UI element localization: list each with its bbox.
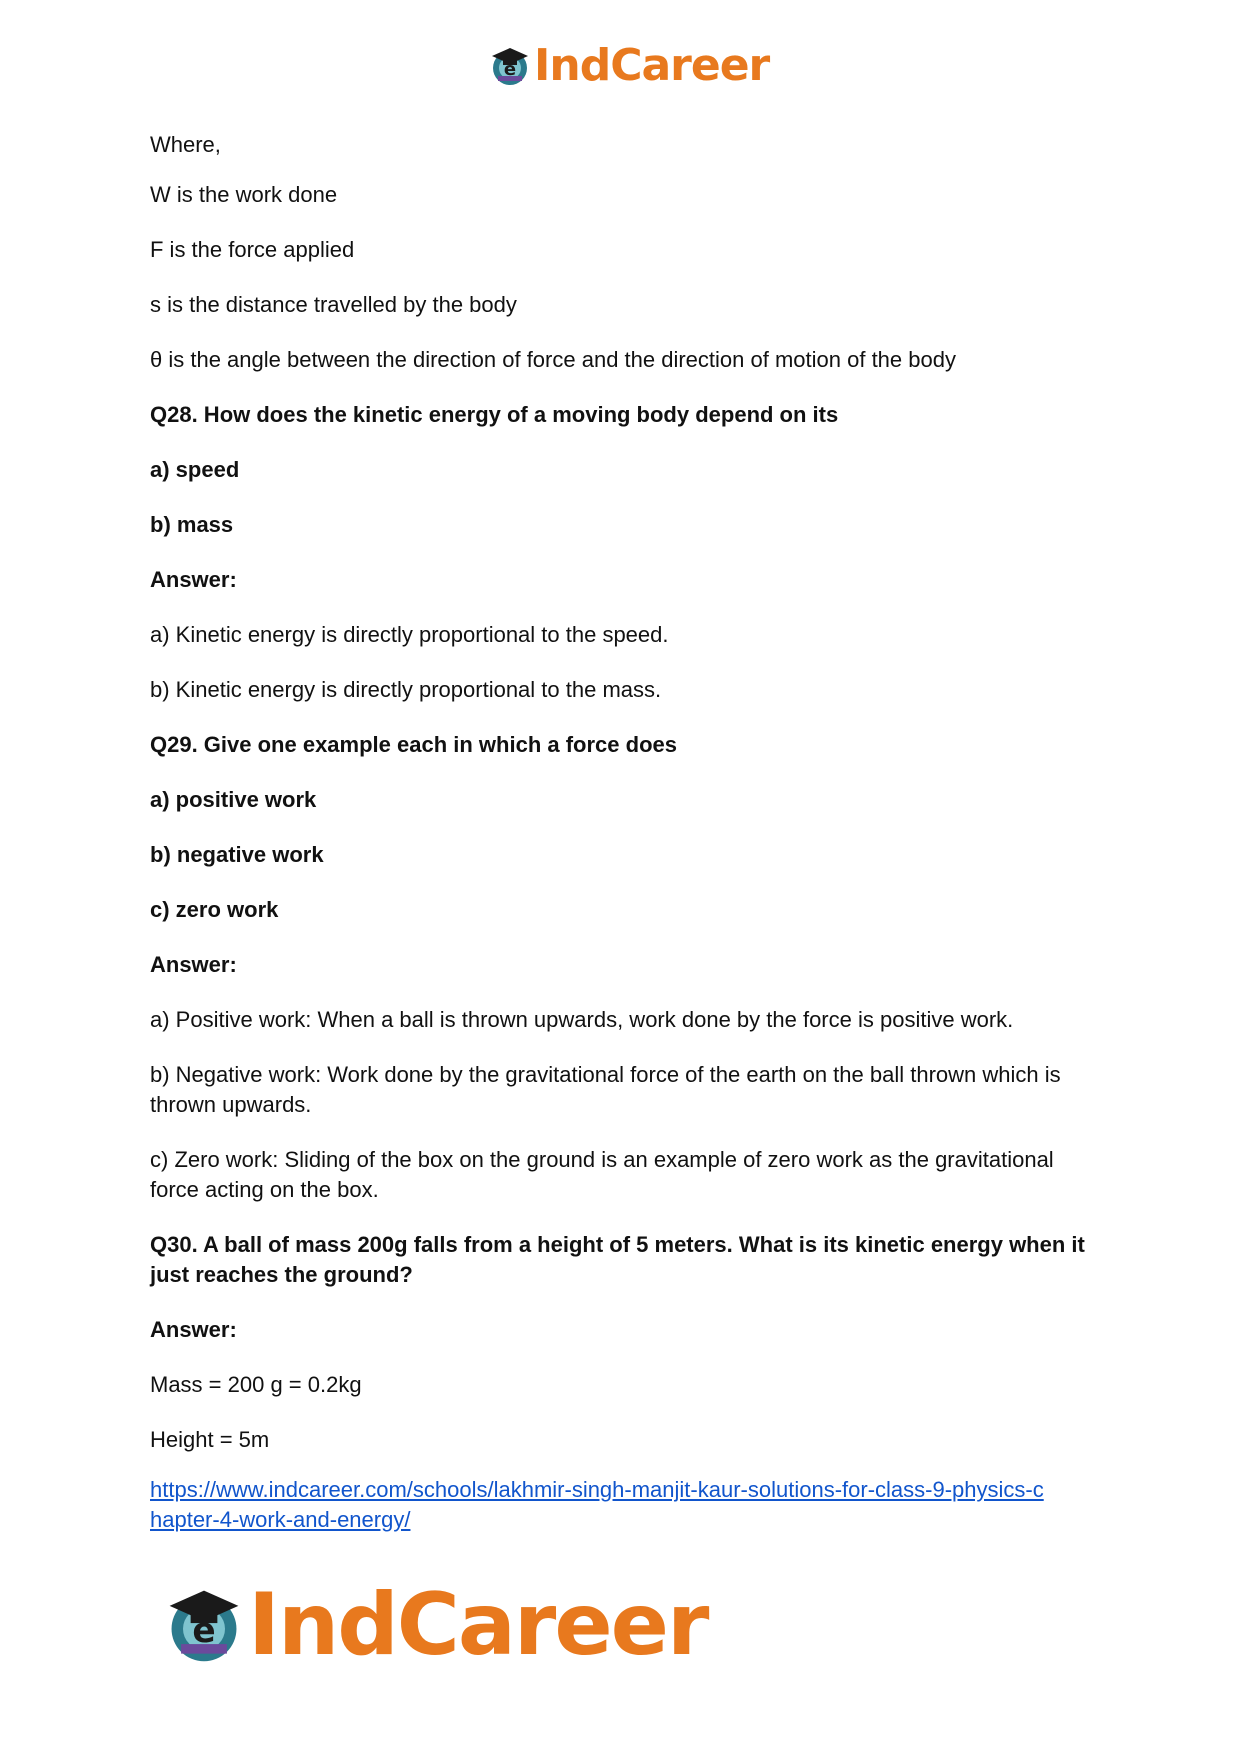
q28-answer-b: b) Kinetic energy is directly proportional to the mass. <box>150 677 662 702</box>
source-link-line-2[interactable]: hapter-4-work-and-energy/ <box>150 1507 411 1532</box>
q28-option-a: a) speed <box>150 457 240 482</box>
svg-text:e: e <box>503 59 517 80</box>
brand-name: IndCareer <box>248 1575 708 1675</box>
brand-name: IndCareer <box>534 40 770 91</box>
q30-mass: Mass = 200 g = 0.2kg <box>150 1372 362 1397</box>
w-definition: W is the work done <box>150 182 338 207</box>
q29-option-c: c) zero work <box>150 897 279 922</box>
q28-answer-label: Answer: <box>150 567 237 592</box>
source-link-line-1[interactable]: https://www.indcareer.com/schools/lakhmir-singh-manjit-kaur-solutions-for-class-9-physics-c <box>150 1477 1044 1502</box>
q28-answer-a: a) Kinetic energy is directly proportional to the speed. <box>150 622 669 647</box>
q29-answer-c: c) Zero work: Sliding of the box on the ground is an example of zero work as the gravitational force acting on the box. <box>150 1147 1054 1202</box>
graduation-cap-globe-icon <box>488 44 532 88</box>
q29-option-a: a) positive work <box>150 787 317 812</box>
q29-question: Q29. Give one example each in which a force does <box>150 732 677 757</box>
footer-logo <box>162 1575 708 1675</box>
q29-answer-b: b) Negative work: Work done by the gravitational force of the earth on the ball thrown which is thrown upwards. <box>150 1062 1061 1117</box>
q30-answer-label: Answer: <box>150 1317 237 1342</box>
q29-answer-a: a) Positive work: When a ball is thrown upwards, work done by the force is positive work. <box>150 1007 1014 1032</box>
header-logo <box>488 42 769 90</box>
s-definition: s is the distance travelled by the body <box>150 292 517 317</box>
q28-option-b: b) mass <box>150 512 234 537</box>
where-text: Where, <box>150 132 221 157</box>
q29-option-b: b) negative work <box>150 842 324 867</box>
graduation-cap-globe-icon <box>162 1583 246 1667</box>
q29-answer-label: Answer: <box>150 952 237 977</box>
q30-height: Height = 5m <box>150 1427 270 1452</box>
svg-text:e: e <box>192 1611 216 1652</box>
q28-question: Q28. How does the kinetic energy of a moving body depend on its <box>150 402 839 427</box>
theta-definition: θ is the angle between the direction of force and the direction of motion of the body <box>150 347 956 372</box>
q30-question: Q30. A ball of mass 200g falls from a height of 5 meters. What is its kinetic energy when it just reaches the ground? <box>150 1232 1085 1287</box>
f-definition: F is the force applied <box>150 237 355 262</box>
